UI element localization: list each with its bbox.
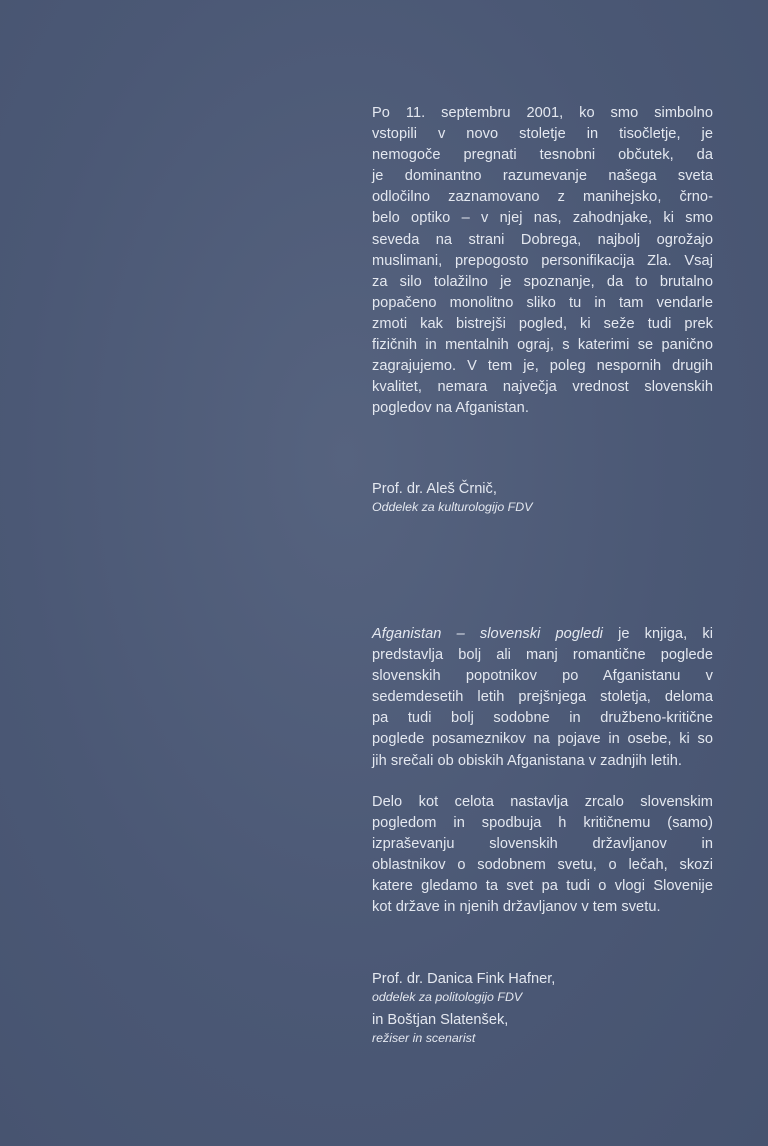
text-line: jih srečali ob obiskih Afganistana v zadnjih letih.: [372, 752, 683, 769]
text-line: kot države in njenih državljanov v tem svetu.: [372, 899, 661, 916]
text-line: Po 11. septembru 2001, ko smo simbolno: [372, 105, 713, 121]
quote-description: [372, 624, 713, 772]
text-line: katere gledamo ta svet pa tudi o vlogi Slovenije: [372, 878, 713, 895]
author-affiliation: Oddelek za kulturologijo FDV: [372, 500, 533, 514]
text-line: seveda na strani Dobrega, najbolj ogrožajo: [372, 231, 713, 248]
author-affiliation: oddelek za politologijo FDV: [372, 990, 523, 1004]
quote-conclusion: [372, 792, 713, 919]
text-line: pa tudi bolj sodobne in družbeno-kritične: [372, 710, 713, 727]
quote-conclusion-text: [372, 792, 713, 919]
text-line: sedemdesetih letih prejšnjega stoletja, deloma: [372, 689, 713, 706]
quote-description-text: [372, 624, 713, 772]
text-line: kvalitet, nemara največja vrednost slovenskih: [372, 379, 713, 396]
author-affiliation: režiser in scenarist: [372, 1031, 476, 1045]
quote-crnic-text: [372, 103, 713, 419]
quote-crnic: [372, 103, 713, 419]
text-line: pogledov na Afganistan.: [372, 400, 529, 417]
text-line: vstopili v novo stoletje in tisočletje, je: [372, 126, 713, 143]
text-line: muslimani, prepogosto personifikacija Zla. Vsaj: [372, 252, 713, 269]
text-line: predstavlja bolj ali manj romantične poglede: [372, 647, 713, 664]
text-line: nemogoče pregnati tesnobni občutek, da: [372, 147, 713, 164]
signature-fink-hafner: [372, 970, 713, 1005]
text-line: zmoti kak bistrejši pogled, ki seže tudi prek: [372, 315, 713, 332]
text-line: poglede posameznikov na pojave in osebe, ki so: [372, 731, 713, 748]
author-name: Prof. dr. Aleš Črnič,: [372, 481, 497, 497]
text-line: za silo tolažilno je spoznanje, da to brutalno: [372, 273, 713, 290]
text-line: oblastnikov o sodobnem svetu, o lečah, skozi: [372, 857, 713, 874]
text-line: je dominantno razumevanje našega sveta: [372, 168, 713, 185]
text-fragment: je knjiga, ki: [602, 626, 713, 642]
text-line: pogledom in spodbuja h kritičnemu (samo): [372, 815, 713, 832]
signature-slatensek: [372, 1011, 713, 1046]
text-line: popačeno monolitno sliko tu in tam vendarle: [372, 294, 713, 311]
author-name: Prof. dr. Danica Fink Hafner,: [372, 971, 556, 987]
text-line: [372, 624, 713, 645]
text-line: odločilno zaznamovano z manihejsko, črno-: [372, 189, 713, 206]
text-line: Delo kot celota nastavlja zrcalo slovenskim: [372, 794, 713, 810]
text-line: belo optiko – v njej nas, zahodnjake, ki smo: [372, 210, 713, 227]
text-line: fizičnih in mentalnih ograj, s katerimi se panično: [372, 337, 713, 354]
text-line: zagrajujemo. V tem je, poleg nespornih drugih: [372, 358, 713, 375]
book-title: Afganistan – slovenski pogledi: [372, 626, 603, 642]
text-line: izpraševanju slovenskih državljanov in: [372, 836, 713, 853]
text-line: slovenskih popotnikov po Afganistanu v: [372, 668, 713, 685]
author-name: in Boštjan Slatenšek,: [372, 1012, 509, 1028]
signature-crnic: [372, 480, 713, 515]
